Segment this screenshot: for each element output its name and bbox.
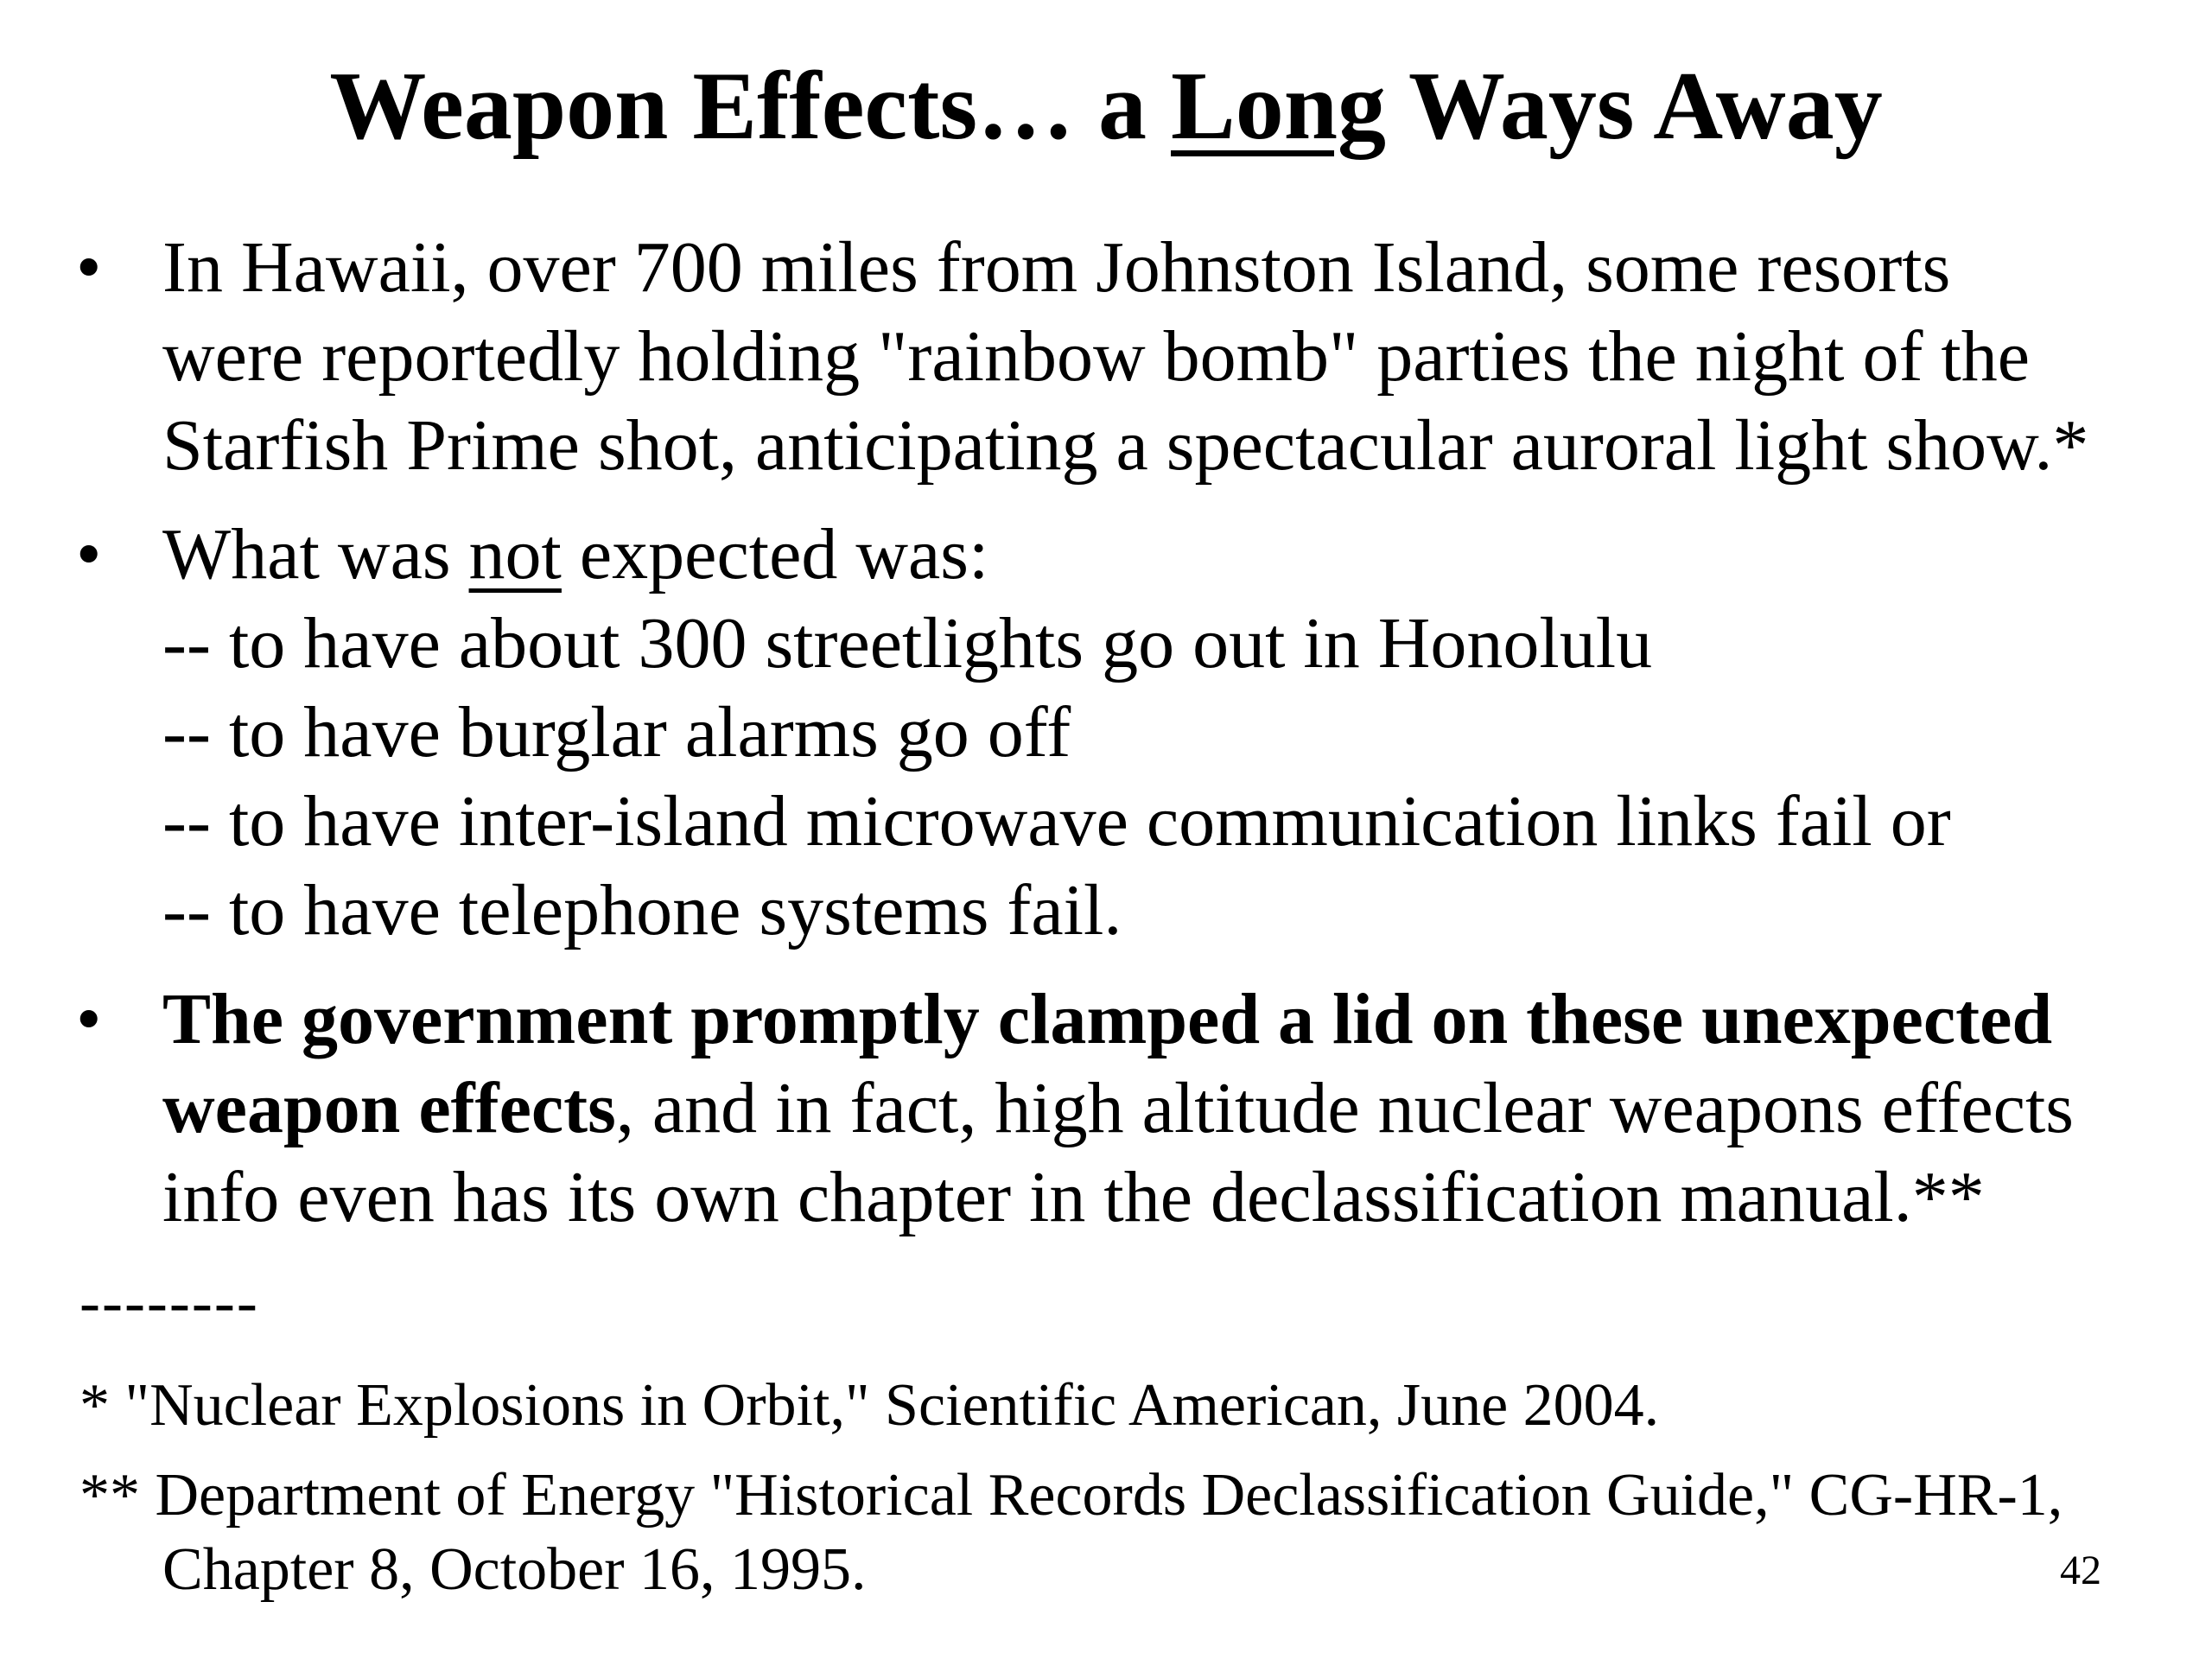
bullet-2-subitem: -- to have burglar alarms go off	[162, 692, 1071, 772]
bullet-2-subitem: -- to have inter-island microwave communication links fail or	[162, 781, 1951, 861]
bullet-1-line-2: were reportedly holding "rainbow bomb" parties the night of the	[162, 316, 2031, 397]
title-part-2: Ways Away	[1386, 53, 1883, 160]
footnote-divider: --------	[79, 1268, 259, 1337]
title-part-1: Weapon Effects… a	[329, 53, 1172, 160]
bullet-3-line-2	[162, 1064, 2074, 1153]
bullet-marker: •	[76, 227, 102, 308]
bullet-marker: •	[76, 979, 102, 1059]
footnote-1: * "Nuclear Explosions in Orbit," Scientific American, June 2004.	[79, 1372, 1660, 1439]
bullet-3-text-rest: , and in fact, high altitude nuclear weapons effects	[615, 1068, 2074, 1148]
footnote-2-line-1: ** Department of Energy "Historical Records Declassification Guide," CG-HR-1,	[79, 1462, 2063, 1529]
bullet-2-underlined-word: not	[468, 514, 562, 594]
bullet-2-text-before: What was	[162, 514, 469, 594]
page-number: 42	[2060, 1548, 2101, 1593]
bullet-3-bold-text-1: The government promptly clamped a lid on these unexpected	[162, 979, 2053, 1059]
bullet-1-line-1: In Hawaii, over 700 miles from Johnston Island, some resorts	[162, 227, 1951, 308]
bullet-1-line-3: Starfish Prime shot, anticipating a spectacular auroral light show.*	[162, 405, 2089, 486]
bullet-2-subitem: -- to have about 300 streetlights go out in Honolulu	[162, 603, 1653, 683]
bullet-3-bold-text-2: weapon effects	[162, 1068, 616, 1148]
bullet-2-subitem: -- to have telephone systems fail.	[162, 870, 1122, 950]
bullet-2-text-after: expected was:	[561, 514, 989, 594]
slide-title	[0, 41, 2212, 171]
footnote-2-line-2: Chapter 8, October 16, 1995.	[162, 1536, 867, 1603]
title-underlined-word: Long	[1171, 53, 1387, 160]
bullet-3-line-3: info even has its own chapter in the declassification manual.**	[162, 1157, 1985, 1237]
bullet-marker: •	[76, 514, 102, 594]
bullet-2-line-1	[162, 510, 988, 599]
bullet-3-line-1	[162, 975, 2052, 1064]
